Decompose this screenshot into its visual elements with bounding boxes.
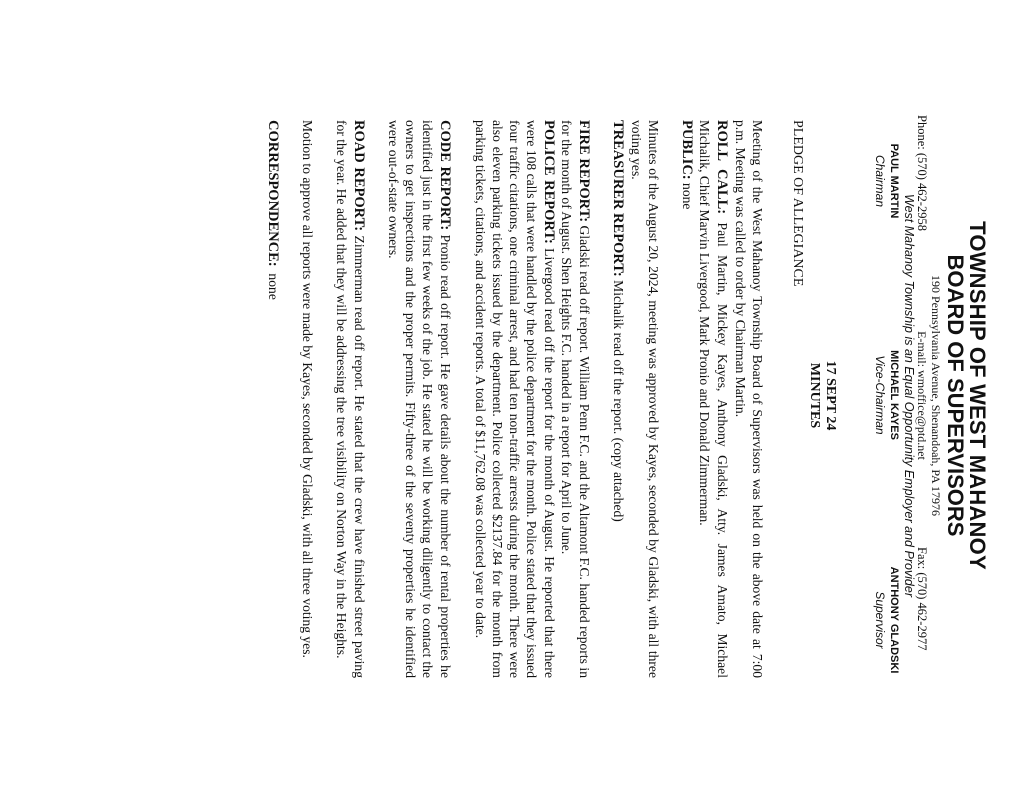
township-title: TOWNSHIP OF WEST MAHANOY <box>965 221 990 570</box>
minutes-heading: MINUTES <box>807 362 822 429</box>
police-report-label: POLICE REPORT: <box>541 120 557 244</box>
public-label: PUBLIC: <box>679 120 695 180</box>
public-paragraph <box>678 120 696 678</box>
meeting-text: Meeting of the West Mahanoy Township Board of Supervisors was held on the above date at 7:00 p.m. Meeting was called to order by Chairman Martin. <box>733 120 765 678</box>
officer-role: Chairman <box>873 154 887 208</box>
treasurer-report-text: Michalik read off the report. (copy attached) <box>611 276 626 522</box>
meeting-paragraph <box>732 120 766 678</box>
meeting-date: 17 SEPT 24 <box>823 360 838 431</box>
roll-call-paragraph <box>696 120 731 678</box>
officer-name: ANTHONY GLADSKI <box>888 566 900 674</box>
fire-report-label: FIRE REPORT: <box>576 120 592 223</box>
minutes-approval-paragraph <box>628 120 662 678</box>
equal-opportunity-statement: West Mahanoy Township is an Equal Opportunity Employer and Provider <box>902 194 916 597</box>
code-report-paragraph <box>385 120 454 678</box>
phone-number: Phone: (570) 462-2958 <box>915 115 929 231</box>
minutes-approval-text: Minutes of the August 20, 2024, meeting was approved by Kayes, seconded by Gladski, with all three voting yes. <box>629 120 661 678</box>
officer-supervisor <box>873 540 900 700</box>
treasurer-report-label: TREASURER REPORT: <box>610 120 626 277</box>
address: 190 Pennsylvania Avenue, Shenandoah, PA 17976 <box>929 275 943 516</box>
board-title: BOARD OF SUPERVISORS <box>943 254 968 537</box>
officer-name: PAUL MARTIN <box>888 143 900 219</box>
officer-role: Supervisor <box>873 591 887 649</box>
police-report-paragraph <box>472 120 558 678</box>
fire-report-text: Gladski read off report. William Penn F.C. and the Altamont F.C. handed reports in for the month of August. Shen Heights F.C. handed in a report for April to June. <box>559 120 592 678</box>
roll-call-label: ROLL CALL: <box>714 120 730 215</box>
motion-paragraph <box>299 120 316 678</box>
code-report-label: CODE REPORT: <box>437 120 453 231</box>
officer-role: Vice-Chairman <box>873 355 887 435</box>
roll-call-text: Paul Martin, Mickey Kayes, Anthony Gladski, Atty. James Amato, Michael Michalik, Chief Marvin Livergood, Mark Pronio and Donald Zimmerman. <box>697 120 730 678</box>
fax-number: Fax: (570) 462-2977 <box>915 547 929 651</box>
pledge-of-allegiance: PLEDGE OF ALLEGIANCE <box>790 120 805 287</box>
police-report-text: Livergood read off the report for the month of August. He reported that there were 108 calls that were handled by the police department for the month. Police stated that they issued four traffic citations, one criminal arrest, and had ten non-traffic arrests during the month. There were also eleven parking tickets issued by the department. Police collected $2137.84 for the month from parking tickets, citations, and accident reports. A total of $11,762.08 was collected year to date. <box>473 120 557 678</box>
motion-text: Motion to approve all reports were made by Kayes, seconded by Gladski, with all three voting yes. <box>300 120 315 658</box>
officer-chairman <box>873 101 900 261</box>
treasurer-report-paragraph <box>609 120 627 678</box>
correspondence-paragraph <box>264 120 282 678</box>
code-report-text: Pronio read off report. He gave details about the number of rental properties he identified just in the first few weeks of the job. He stated he will be working diligently to contact the owners to get inspections and the proper permits. Fifty-three of the seventy properties he identified were out-of-state owners. <box>386 120 453 679</box>
road-report-text: Zimmerman read off report. He stated that the crew have finished street paving for the year. He added that they will be addressing the tree visibility on Norton Way in the Heights. <box>334 120 367 679</box>
correspondence-text: none <box>266 266 281 300</box>
road-report-label: ROAD REPORT: <box>351 120 367 232</box>
public-text: none <box>680 179 695 210</box>
officer-name: MICHAEL KAYES <box>888 350 900 440</box>
email-address: E-mail: wmoffice@ptd.net <box>915 331 929 460</box>
road-report-paragraph <box>333 120 368 678</box>
officer-vice-chairman <box>873 315 900 475</box>
correspondence-label: CORRESPONDENCE: <box>265 120 281 267</box>
fire-report-paragraph <box>558 120 593 678</box>
